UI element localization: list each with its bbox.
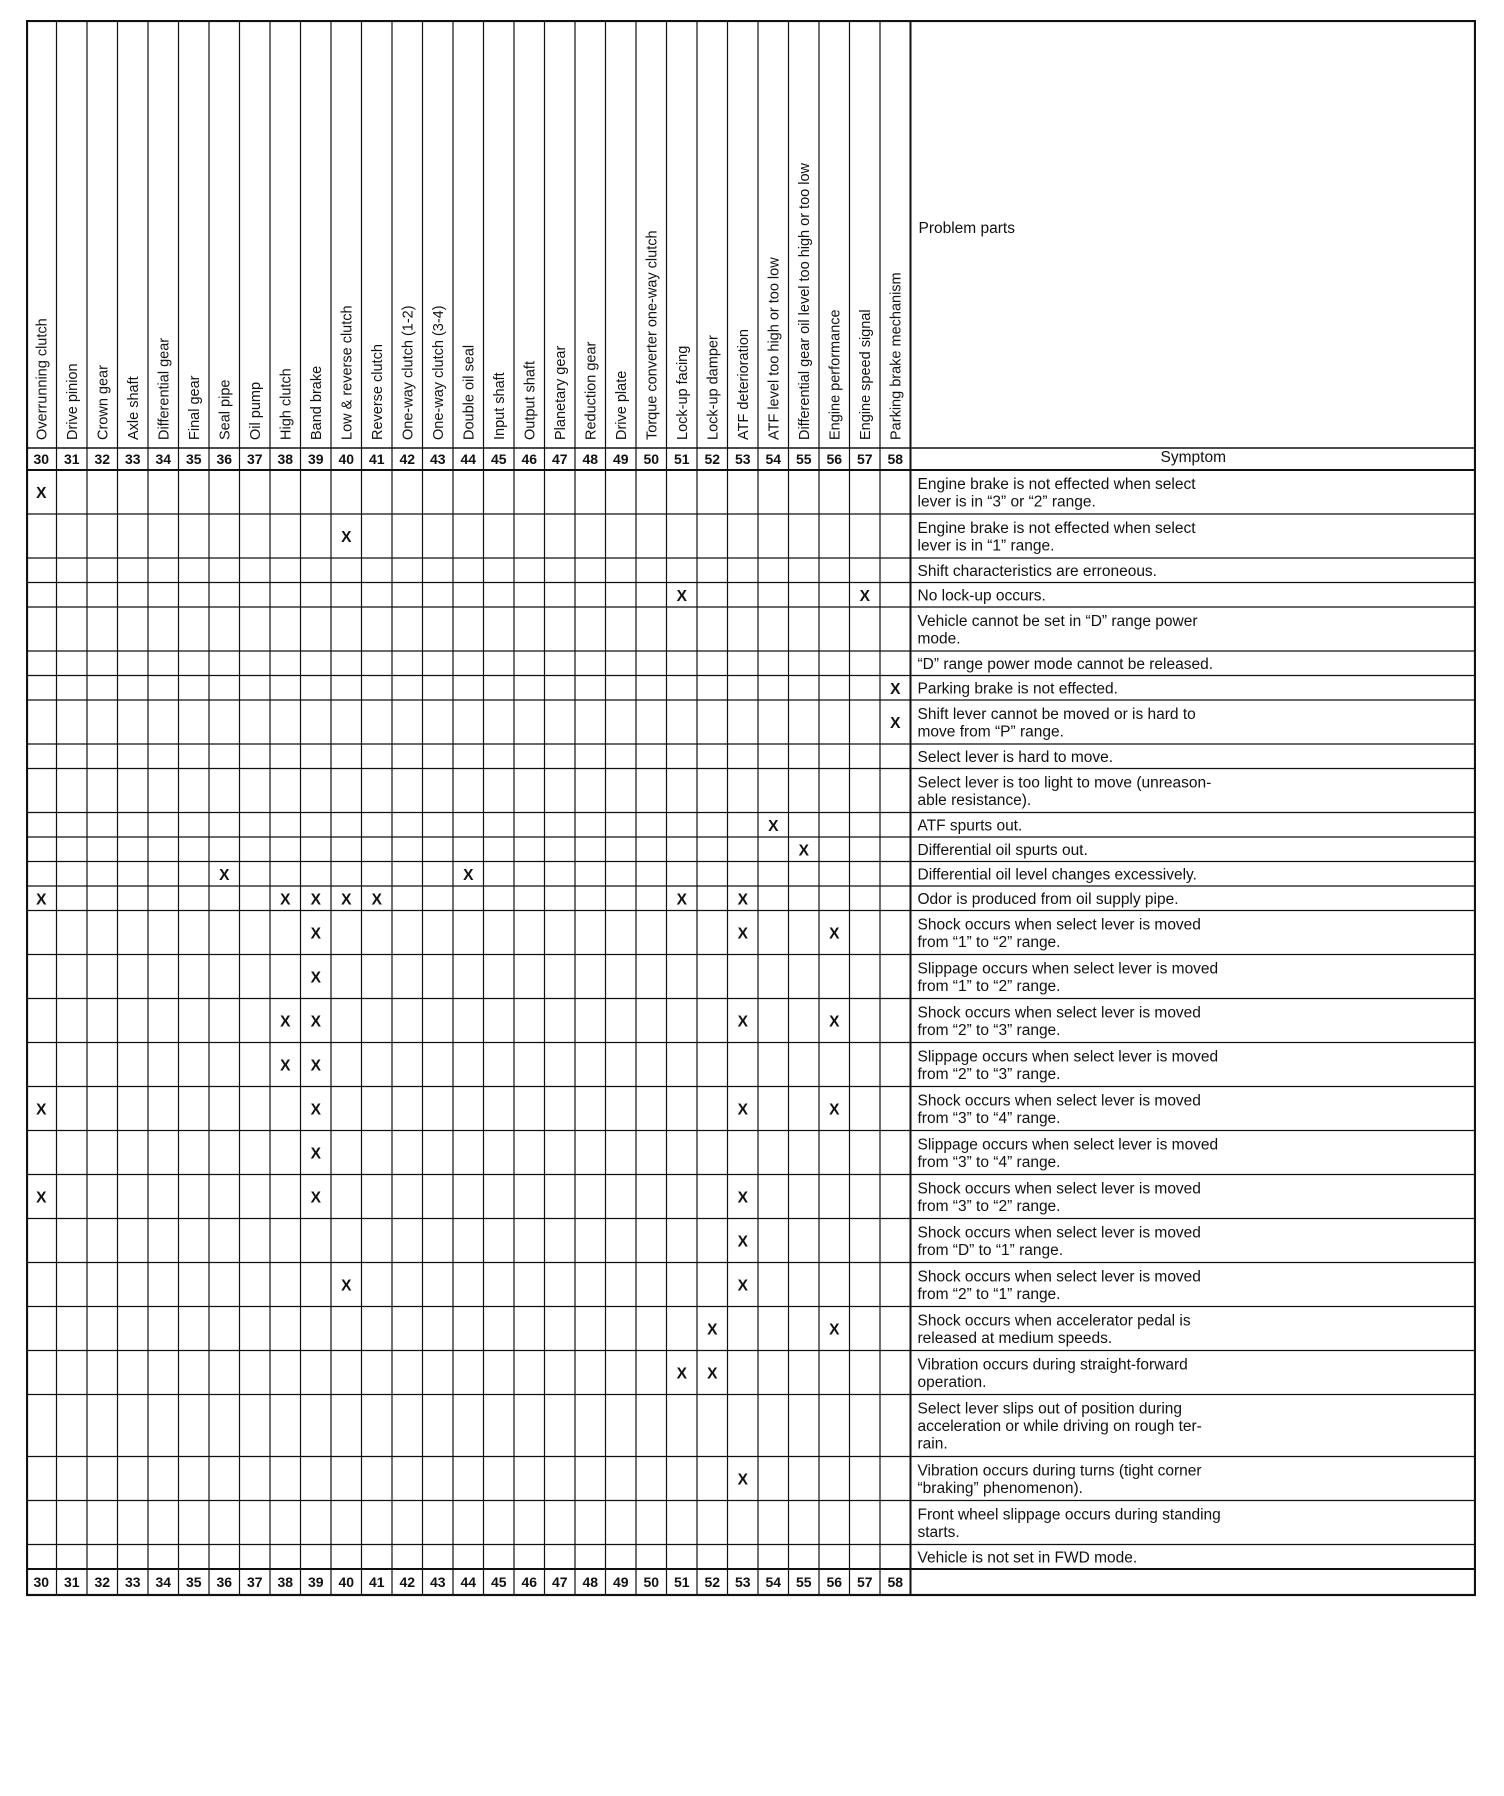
symptom-text: released at medium speeds. [917,1329,1113,1347]
x-mark: X [280,1057,291,1075]
column-number-footer: 55 [795,1574,812,1590]
column-number-footer: 58 [887,1574,904,1590]
column-number: 52 [704,451,721,467]
column-number-footer: 44 [460,1574,477,1590]
column-header-name: Differential gear [156,337,173,440]
column-header-name: Band brake [308,365,325,440]
column-number-footer: 40 [338,1574,355,1590]
column-number: 43 [429,451,446,467]
x-mark: X [36,891,47,909]
column-header-name: One-way clutch (3-4) [430,305,447,440]
symptom-text: Select lever is too light to move (unreason- [917,774,1212,792]
x-mark: X [310,1145,321,1163]
x-mark: X [890,715,901,732]
x-mark: X [36,1101,47,1119]
x-mark: X [310,1101,321,1119]
x-mark: X [310,891,321,909]
symptom-text: Shock occurs when select lever is moved [917,1092,1201,1110]
column-number-footer: 33 [124,1574,141,1590]
symptom-text: Parking brake is not effected. [917,680,1118,698]
column-number: 37 [246,451,263,467]
symptom-text: acceleration or while driving on rough ter- [917,1418,1202,1435]
column-header-name: High clutch [278,368,295,440]
x-mark: X [707,1321,718,1339]
column-number: 47 [551,451,568,467]
symptom-text: No lock-up occurs. [917,587,1046,605]
column-header-name: Low & reverse clutch [339,305,356,440]
x-mark: X [890,680,901,698]
x-mark: X [737,1013,748,1031]
column-number: 32 [94,451,111,467]
symptom-text: ATF spurts out. [917,817,1023,835]
symptom-text: starts. [917,1523,960,1541]
column-number-footer: 56 [826,1574,843,1590]
symptom-text: operation. [917,1373,987,1391]
x-mark: X [280,1013,291,1031]
column-number-footer: 36 [216,1574,233,1590]
column-header-name: Double oil seal [461,344,478,440]
x-mark: X [829,1321,840,1339]
symptom-text: Shock occurs when select lever is moved [917,1004,1201,1022]
column-number: 35 [185,451,202,467]
x-mark: X [737,1101,748,1119]
symptom-text: Shift lever cannot be moved or is hard to [917,705,1196,723]
column-number-footer: 47 [551,1574,568,1590]
column-header-name: Reduction gear [583,341,600,440]
column-number-footer: 49 [612,1574,629,1590]
column-number-footer: 38 [277,1574,294,1590]
symptom-text: from “2” to “3” range. [917,1065,1061,1083]
column-number: 39 [307,451,324,467]
symptom-text: Engine brake is not effected when select [917,475,1196,493]
x-mark: X [829,1013,840,1031]
column-number-footer: 43 [429,1574,446,1590]
symptom-text: from “1” to “2” range. [917,933,1061,951]
column-header-name: Drive pinion [64,363,81,440]
x-mark: X [341,529,352,546]
column-number-footer: 34 [155,1574,172,1590]
x-mark: X [310,969,321,987]
column-header-name: Lock-up facing [674,345,691,440]
symptom-text: move from “P” range. [917,723,1064,741]
column-number-footer: 45 [490,1574,507,1590]
symptom-text: mode. [917,630,961,648]
x-mark: X [737,1277,748,1295]
symptom-text: Engine brake is not effected when select [917,519,1196,537]
column-header-name: Seal pipe [217,379,234,440]
column-number-footer: 31 [63,1574,80,1590]
symptom-text: Shock occurs when select lever is moved [917,1268,1201,1286]
column-number: 31 [63,451,80,467]
column-number: 38 [277,451,294,467]
column-number: 51 [673,451,690,467]
symptom-text: Shock occurs when select lever is moved [917,916,1201,934]
symptom-text: lever is in “1” range. [917,537,1055,555]
column-number-footer: 37 [246,1574,263,1590]
x-mark: X [859,587,870,605]
symptom-text: Differential oil level changes excessively. [917,866,1197,884]
symptom-text: Slippage occurs when select lever is moved [917,960,1219,978]
column-header-name: ATF level too high or too low [766,257,783,440]
symptom-text: able resistance). [917,791,1032,809]
symptom-text: Slippage occurs when select lever is moved [917,1048,1219,1066]
symptom-text: Slippage occurs when select lever is moved [917,1136,1219,1154]
symptom-text: Differential oil spurts out. [917,841,1088,859]
x-mark: X [737,925,748,943]
symptom-text: from “1” to “2” range. [917,977,1061,995]
symptom-text: from “D” to “1” range. [917,1241,1064,1259]
x-mark: X [310,1189,321,1207]
x-mark: X [463,866,474,884]
column-header-name: Reverse clutch [369,344,386,440]
column-number-footer: 39 [307,1574,324,1590]
column-number: 49 [612,451,629,467]
x-mark: X [280,891,291,909]
column-header-name: Lock-up damper [705,335,722,440]
symptom-label: Symptom [1160,449,1226,466]
symptom-text: Vibration occurs during straight-forward [917,1356,1188,1374]
column-number: 30 [33,451,50,467]
symptom-text: Vibration occurs during turns (tight corner [917,1462,1202,1480]
diagnosis-table [26,20,1476,1776]
column-number-footer: 52 [704,1574,721,1590]
column-header-name: Torque converter one-way clutch [644,230,661,440]
x-mark: X [798,842,809,860]
symptom-text: Shock occurs when select lever is moved [917,1224,1201,1242]
column-number-footer: 53 [734,1574,751,1590]
column-number: 54 [765,451,782,467]
symptom-text: Select lever is hard to move. [917,748,1114,766]
x-mark: X [310,925,321,943]
column-number: 48 [582,451,599,467]
x-mark: X [676,1365,687,1383]
problem-parts-label: Problem parts [918,220,1015,237]
symptom-text: Select lever slips out of position during [917,1400,1183,1418]
x-mark: X [676,891,687,909]
symptom-text: from “3” to “2” range. [917,1197,1061,1215]
column-number: 33 [124,451,141,467]
symptom-text: from “2” to “1” range. [917,1285,1061,1303]
x-mark: X [341,891,352,909]
column-number-footer: 57 [856,1574,873,1590]
column-number: 55 [795,451,812,467]
column-number: 40 [338,451,355,467]
symptom-text: Vehicle is not set in FWD mode. [917,1549,1138,1567]
column-header-name: Axle shaft [125,376,142,440]
column-number-footer: 32 [94,1574,111,1590]
column-number-footer: 51 [673,1574,690,1590]
column-number: 58 [887,451,904,467]
column-number-footer: 42 [399,1574,416,1590]
column-header-name: Overrunning clutch [34,318,51,440]
column-header-name: Differential gear oil level too high or too low [796,162,813,440]
column-number: 42 [399,451,416,467]
symptom-text: Front wheel slippage occurs during standing [917,1506,1221,1524]
column-number: 34 [155,451,172,467]
symptom-text: Vehicle cannot be set in “D” range power [917,612,1198,630]
column-number: 41 [368,451,385,467]
x-mark: X [36,1189,47,1207]
x-mark: X [371,891,382,909]
x-mark: X [737,1233,748,1251]
column-number: 57 [856,451,873,467]
symptom-text: Odor is produced from oil supply pipe. [917,890,1179,908]
x-mark: X [829,1101,840,1119]
column-number-footer: 46 [521,1574,538,1590]
column-header-name: Drive plate [613,370,630,440]
x-mark: X [310,1057,321,1075]
column-header-name: One-way clutch (1-2) [400,305,417,440]
symptom-text: from “3” to “4” range. [917,1153,1061,1171]
symptom-text: rain. [917,1435,948,1453]
column-number-footer: 35 [185,1574,202,1590]
column-header-name: ATF deterioration [735,329,752,440]
x-mark: X [676,587,687,605]
symptom-text: from “3” to “4” range. [917,1109,1061,1127]
column-header-name: Final gear [186,375,203,440]
column-number: 53 [734,451,751,467]
column-header-name: Engine speed signal [857,309,874,440]
symptom-text: Shift characteristics are erroneous. [917,562,1157,580]
x-mark: X [737,1471,748,1489]
column-header-name: Planetary gear [552,345,569,440]
symptom-text: “D” range power mode cannot be released. [917,655,1214,673]
x-mark: X [707,1365,718,1383]
column-number: 44 [460,451,477,467]
column-number: 46 [521,451,538,467]
x-mark: X [737,891,748,909]
column-header-name: Parking brake mechanism [888,272,905,440]
column-number-footer: 41 [368,1574,385,1590]
x-mark: X [310,1013,321,1031]
x-mark: X [36,485,47,502]
column-number-footer: 30 [33,1574,50,1590]
column-number: 45 [490,451,507,467]
column-header-name: Engine performance [827,309,844,440]
column-number-footer: 50 [643,1574,660,1590]
column-number: 36 [216,451,233,467]
column-number-footer: 48 [582,1574,599,1590]
column-header-name: Output shaft [522,361,539,440]
column-number: 56 [826,451,843,467]
x-mark: X [219,866,230,884]
column-number-footer: 54 [765,1574,782,1590]
x-mark: X [829,925,840,943]
symptom-text: Shock occurs when select lever is moved [917,1180,1201,1198]
symptom-text: from “2” to “3” range. [917,1021,1061,1039]
column-header-name: Input shaft [491,372,508,440]
symptom-text: “braking” phenomenon). [917,1479,1083,1497]
column-number: 50 [643,451,660,467]
x-mark: X [341,1277,352,1295]
table-frame [27,21,1475,1595]
x-mark: X [737,1189,748,1207]
column-header-name: Crown gear [95,365,112,440]
symptom-text: lever is in “3” or “2” range. [917,493,1096,511]
column-header-name: Oil pump [247,381,264,440]
x-mark: X [768,817,779,835]
symptom-text: Shock occurs when accelerator pedal is [917,1312,1191,1330]
